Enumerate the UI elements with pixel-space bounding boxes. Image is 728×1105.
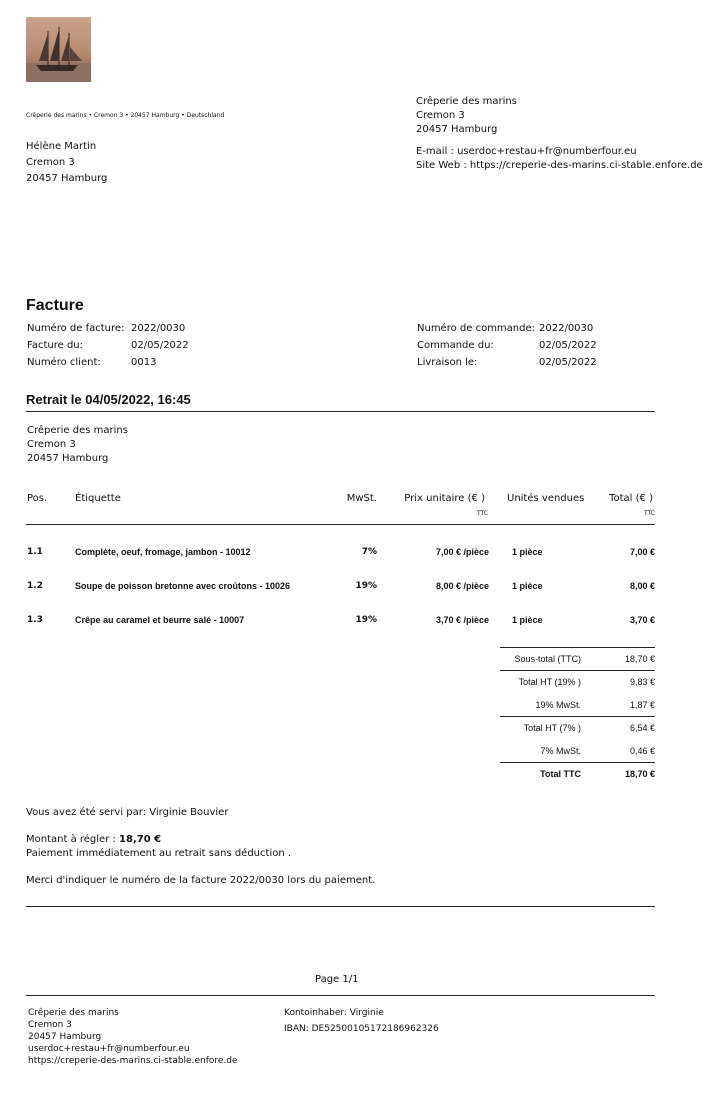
net-19-value: 9,83 € <box>629 677 655 687</box>
document-title: Facture <box>26 297 84 314</box>
row-vat: 7% <box>361 547 377 557</box>
pickup-street: Cremon 3 <box>27 439 76 450</box>
row-units: 1 pièce <box>512 615 543 625</box>
header-unit-price-ttc: TTC <box>476 510 488 517</box>
row-total: 8,00 € <box>629 581 655 591</box>
company-logo <box>26 17 91 82</box>
served-by: Vous avez été servi par: Virginie Bouvier <box>26 807 229 818</box>
row-unit-price: 7,00 € /pièce <box>435 547 489 557</box>
row-label: Soupe de poisson bretonne avec croûtons - 10026 <box>75 581 291 591</box>
pickup-name: Crêperie des marins <box>27 425 128 436</box>
footer-account-holder: Kontoinhaber: Virginie <box>284 1008 384 1018</box>
meta-label: Numéro client: <box>27 357 101 368</box>
header-unit-price: Prix unitaire (€ ) <box>404 493 485 504</box>
vat-19-value: 1,87 € <box>629 700 655 710</box>
meta-value: 0013 <box>131 357 157 368</box>
delivery-date-row <box>417 356 597 370</box>
meta-value: 2022/0030 <box>539 323 594 334</box>
vat-7-label: 7% MwSt. <box>540 746 581 756</box>
order-number-row <box>417 322 593 336</box>
notes-divider <box>26 906 655 907</box>
sender-line: Crêperie des marins • Cremon 3 • 20457 Hamburg • Deutschland <box>26 112 225 119</box>
payment-note: Merci d'indiquer le numéro de la facture 2022/0030 lors du paiement. <box>26 875 376 886</box>
totals-divider-top <box>500 647 655 648</box>
company-street: Cremon 3 <box>416 110 465 121</box>
payment-terms: Paiement immédiatement au retrait sans déduction . <box>26 848 292 859</box>
row-unit-price: 8,00 € /pièce <box>435 581 489 591</box>
subtotal-label: Sous-total (TTC) <box>514 654 581 664</box>
header-label: Étiquette <box>75 493 121 504</box>
totals-divider <box>500 670 655 671</box>
recipient-street: Cremon 3 <box>26 157 75 168</box>
row-units: 1 pièce <box>512 547 543 557</box>
order-date-row <box>417 339 597 353</box>
amount-due-row <box>26 833 161 847</box>
recipient-name: Hélène Martin <box>26 141 97 152</box>
footer-company-name: Crêperie des marins <box>28 1008 119 1018</box>
invoice-number-row <box>27 322 185 336</box>
meta-value: 2022/0030 <box>131 323 186 334</box>
amount-due-value: 18,70 € <box>119 834 162 845</box>
net-7-value: 6,54 € <box>629 723 655 733</box>
company-email: E-mail : userdoc+restau+fr@numberfour.eu <box>416 146 637 157</box>
header-vat: MwSt. <box>346 493 377 504</box>
page-number: Page 1/1 <box>315 974 359 985</box>
header-total-ttc: TTC <box>643 510 655 517</box>
invoice-date-row <box>27 339 189 353</box>
totals-divider <box>500 762 655 763</box>
table-header-divider <box>26 524 655 525</box>
company-city: 20457 Hamburg <box>416 124 498 135</box>
company-name: Crêperie des marins <box>416 96 517 107</box>
grand-total-value: 18,70 € <box>624 769 655 779</box>
net-19-label: Total HT (19% ) <box>518 677 581 687</box>
totals-divider <box>500 716 655 717</box>
header-units: Unités vendues <box>507 493 585 504</box>
net-7-label: Total HT (7% ) <box>523 723 581 733</box>
row-label: Crêpe au caramel et beurre salé - 10007 <box>75 615 245 625</box>
pickup-city: 20457 Hamburg <box>27 453 109 464</box>
footer-iban: IBAN: DE52500105172186962326 <box>284 1024 439 1034</box>
heading-divider <box>26 411 655 412</box>
row-vat: 19% <box>355 615 377 625</box>
company-website: Site Web : https://creperie-des-marins.ci-stable.enfore.de <box>416 160 703 171</box>
meta-value: 02/05/2022 <box>539 357 597 368</box>
row-units: 1 pièce <box>512 581 543 591</box>
footer-divider <box>26 995 655 996</box>
vat-7-value: 0,46 € <box>629 746 655 756</box>
row-total: 7,00 € <box>629 547 655 557</box>
footer-website: https://creperie-des-marins.ci-stable.enfore.de <box>28 1056 238 1066</box>
subtotal-value: 18,70 € <box>624 654 655 664</box>
recipient-city: 20457 Hamburg <box>26 173 108 184</box>
footer-city: 20457 Hamburg <box>28 1032 102 1042</box>
meta-label: Numéro de commande: <box>417 323 536 334</box>
meta-label: Livraison le: <box>417 357 478 368</box>
amount-due-label: Montant à régler : <box>26 834 120 845</box>
customer-number-row <box>27 356 156 370</box>
pickup-heading: Retrait le 04/05/2022, 16:45 <box>26 392 191 407</box>
meta-label: Commande du: <box>417 340 494 351</box>
row-vat: 19% <box>355 581 377 591</box>
meta-value: 02/05/2022 <box>131 340 189 351</box>
header-total: Total (€ ) <box>609 493 653 504</box>
row-pos: 1.2 <box>27 581 43 591</box>
meta-value: 02/05/2022 <box>539 340 597 351</box>
row-unit-price: 3,70 € /pièce <box>435 615 489 625</box>
meta-label: Facture du: <box>27 340 83 351</box>
meta-label: Numéro de facture: <box>27 323 125 334</box>
row-pos: 1.3 <box>27 615 43 625</box>
vat-19-label: 19% MwSt. <box>535 700 581 710</box>
footer-street: Cremon 3 <box>28 1020 72 1030</box>
row-pos: 1.1 <box>27 547 43 557</box>
row-label: Complète, oeuf, fromage, jambon - 10012 <box>75 547 251 557</box>
grand-total-label: Total TTC <box>540 769 581 779</box>
footer-email: userdoc+restau+fr@numberfour.eu <box>28 1044 190 1054</box>
header-pos: Pos. <box>27 493 48 504</box>
row-total: 3,70 € <box>629 615 655 625</box>
